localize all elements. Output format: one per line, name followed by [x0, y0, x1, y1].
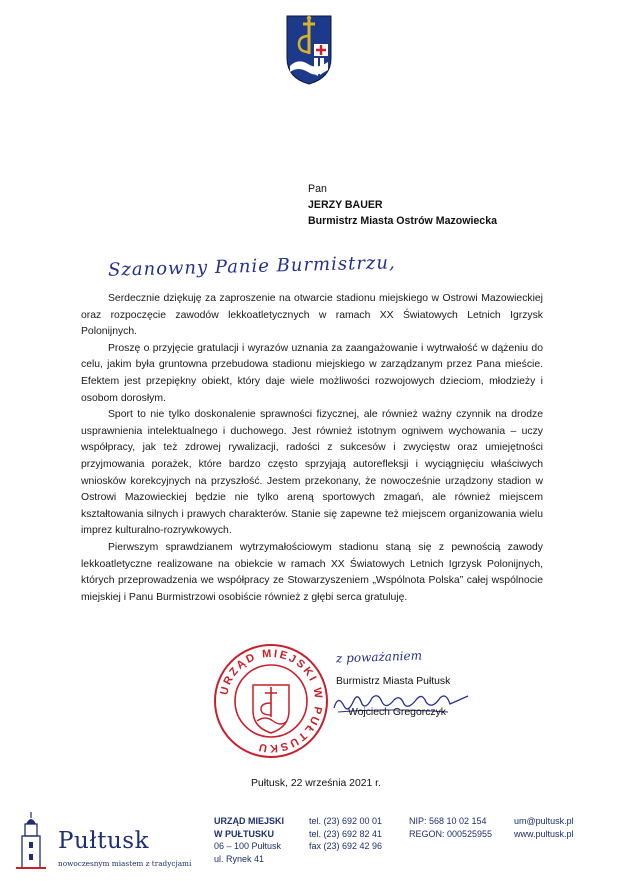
body-paragraph-4: Pierwszym sprawdzianem wytrzymałościowym stadionu staną się z pewnością zawody lekkoatletyczne realizowane na obiekcie w ramach XX Światowych Letnich Igrzysk Polonijnych, których przeprowadzenia we współpracy ze Stowarzyszeniem „Wspólnota Polska” całej wspólnocie miejskiej i Panu Burmistrzowi osobiście również z głębi serca gratuluję.	[81, 541, 543, 603]
regon-number: REGON: 000525955	[409, 828, 493, 839]
phone-2: tel. (23) 692 82 41	[309, 828, 383, 839]
registration-ids	[409, 815, 492, 840]
nip-number: NIP: 568 10 02 154	[409, 816, 487, 826]
town-hall-tower-icon	[14, 810, 48, 872]
handwritten-closing: z poważaniem	[335, 648, 423, 666]
signer-name: Wojciech Gregorczyk	[348, 707, 446, 718]
brand-motto: nowoczesnym miastem z tradycjami	[58, 859, 192, 868]
web-contacts	[514, 815, 574, 840]
fax-number: fax (23) 692 42 96	[309, 841, 383, 851]
office-name-line-2: W PUŁTUSKU	[214, 828, 274, 839]
addressee-role: Burmistrz Miasta Ostrów Mazowiecka	[308, 215, 497, 227]
body-paragraph-1: Serdecznie dziękuję za zaproszenie na otwarcie stadionu miejskiego w Ostrowi Mazowieckiej oraz rozpoczęcie zawodów lekkoatletycznych w ramach XX Światowych Letnich Igrzysk Polonijnych.	[81, 293, 543, 338]
addressee-name: JERZY BAUER	[308, 199, 383, 211]
coat-of-arms-icon	[284, 14, 334, 86]
office-address	[214, 815, 284, 865]
brand-name: Pułtusk	[58, 828, 150, 854]
phone-numbers	[309, 815, 382, 853]
website-link[interactable]: www.pultusk.pl	[514, 828, 574, 839]
letter-body	[81, 291, 543, 606]
office-postal: 06 – 100 Pułtusk	[214, 841, 282, 851]
phone-1: tel. (23) 692 00 01	[309, 816, 383, 826]
body-paragraph-2: Proszę o przyjęcie gratulacji i wyrazów uznania za zaangażowanie i wytrwałość w dążeniu do celu, jakim była gruntowna przebudowa stadionu miejskiego w zarządzanym przez Pana mieście. Efektem jest przepiękny obiekt, który daje wiele możliwości rozwojowych dzieciom, młodzieży i osobom dorosłym.	[81, 342, 543, 404]
place-date: Pułtusk, 22 września 2021 r.	[251, 778, 381, 789]
addressee-block	[308, 181, 497, 229]
svg-text:URZĄD MIEJSKI W PUŁTUSKU: URZĄD MIEJSKI W PUŁTUSKU	[218, 647, 325, 755]
official-stamp-icon	[211, 641, 331, 761]
handwritten-greeting: Szanowny Panie Burmistrzu,	[107, 252, 396, 281]
addressee-salutation: Pan	[308, 183, 327, 195]
office-street: ul. Rynek 41	[214, 853, 265, 864]
email-address[interactable]: um@pultusk.pl	[514, 816, 574, 826]
letterhead-footer	[0, 810, 619, 881]
signer-title: Burmistrz Miasta Pułtusk	[336, 676, 451, 687]
office-name-line-1: URZĄD MIEJSKI	[214, 816, 285, 826]
body-paragraph-3: Sport to nie tylko doskonalenie sprawności fizycznej, ale również ważny czynnik na drodze usprawnienia intelektualnego i duchowego. Jest również istotnym ogniwem wychowania – uczy współpracy, jak też zdrowej rywalizacji, radości z sukcesów i zwycięstw oraz umiejętności przyjmowania porażek, które bardzo często sprzyjają autorefleksji i wyciągnięciu właściwych wniosków korekcyjnych na przyszłość. Jestem przekonany, że nowocześnie urządzony stadion w Ostrowi Mazowieckiej będzie nie tylko areną sportowych zmagań, ale również miejscem kształtowania silnych i prawych charakterów. Stanie się zapewne też miejscem organizowania wielu imprez kulturalno-rozrywkowych.	[81, 409, 543, 537]
